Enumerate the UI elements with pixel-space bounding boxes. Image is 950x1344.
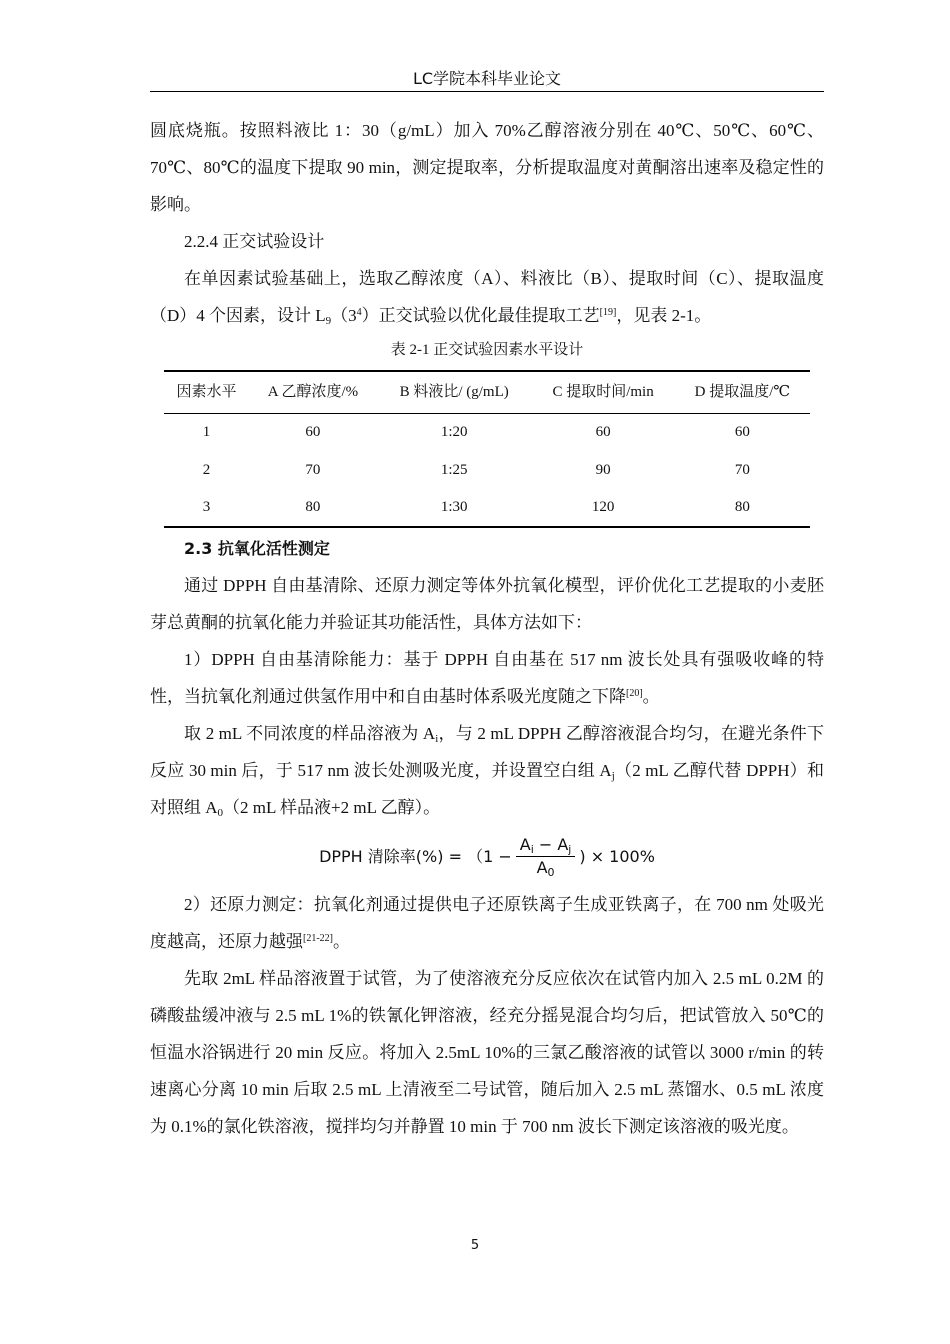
text-segment: 1）DPPH 自由基清除能力：基于 DPPH 自由基在 517 nm 波长处具有强吸收峰的特性，当抗氧化剂通过供氢作用中和自由基时体系吸光度随之下降 <box>150 650 824 706</box>
table-header-cell: D 提取温度/℃ <box>675 371 810 413</box>
text-segment: 取 2 mL 不同浓度的样品溶液为 A <box>184 724 436 743</box>
table-cell: 70 <box>305 461 321 478</box>
table-row <box>164 413 810 451</box>
citation-19: [19] <box>599 307 617 318</box>
table-cell: 1 <box>202 423 211 440</box>
subscript: i <box>435 733 439 745</box>
table-cell: 60 <box>595 423 611 440</box>
section-heading-2-3: 2.3 抗氧化活性测定 <box>184 539 330 558</box>
superscript: 4 <box>356 307 362 318</box>
table-header-cell: C 提取时间/min <box>531 371 674 413</box>
formula-rhs: ) × 100% <box>579 846 655 866</box>
subscript: j <box>611 770 615 782</box>
paragraph-antioxidant-intro: 通过 DPPH 自由基清除、还原力测定等体外抗氧化模型，评价优化工艺提取的小麦胚芽总黄酮的抗氧化能力并验证其功能活性，具体方法如下： <box>150 576 824 632</box>
paragraph-dpph-method <box>150 715 824 826</box>
subscript: j <box>568 842 572 856</box>
table-cell: 1:20 <box>440 423 468 440</box>
subscript: 0 <box>217 807 224 819</box>
table-cell: 2 <box>202 461 211 478</box>
running-header: LC学院本科毕业论文 <box>412 69 562 88</box>
paragraph-dpph-principle <box>150 641 824 715</box>
table-cell: 80 <box>249 489 377 527</box>
header-rule <box>150 91 824 92</box>
section-heading-2-2-4: 2.2.4 正交试验设计 <box>184 232 325 251</box>
text-segment: 在单因素试验基础上，选取乙醇浓度（A）、料液比（B）、提取时间（C）、提取温度（D）4 个因素，设计 L <box>150 269 824 325</box>
formula-term: A <box>519 834 531 854</box>
subscript: 9 <box>325 315 332 327</box>
table-cell: 80 <box>675 489 810 527</box>
formula-term: − A <box>533 834 569 854</box>
text-segment: 。 <box>333 932 350 951</box>
page-number: 5 <box>470 1238 480 1253</box>
formula-fraction <box>516 834 576 879</box>
citation-21-22: [21-22] <box>303 933 333 944</box>
text-segment: （2 mL 乙醇代替 DPPH）和对照组 A <box>150 761 824 817</box>
table-row <box>164 451 810 489</box>
subscript: 0 <box>547 865 555 879</box>
table-cell: 1:30 <box>377 489 532 527</box>
formula-term: A <box>536 857 548 877</box>
paragraph-reducing-power-principle <box>150 886 824 960</box>
page-body <box>150 112 824 1145</box>
table-header-cell: A 乙醇浓度/% <box>249 371 377 413</box>
paragraph-extraction-temperature: 圆底烧瓶。按照料液比 1：30（g/mL）加入 70%乙醇溶液分别在 40℃、50℃、60℃、70℃、80℃的温度下提取 90 min，测定提取率，分析提取温度对黄酮溶出速率及稳定性的影响。 <box>150 121 824 214</box>
citation-20: [20] <box>626 688 643 699</box>
orthogonal-factor-table <box>164 370 810 528</box>
formula-denominator <box>533 857 559 879</box>
table-cell: 90 <box>595 461 611 478</box>
paragraph-reducing-power-method: 先取 2mL 样品溶液置于试管，为了使溶液充分反应依次在试管内加入 2.5 mL 0.2M 的磷酸盐缓冲液与 2.5 mL 1%的铁氰化钾溶液，经充分摇晃混合均匀后，把试管放入 50℃的恒温水浴锅进行 20 min 反应。将加入 2.5mL 10%的三氯乙酸溶液的试管以 3000 r/min 的转速离心分离 10 min 后取 2.5 mL 上清液至二号试管，随后加入 2.5 mL 蒸馏水、0.5 mL 浓度为 0.1%的氯化铁溶液，搅拌均匀并静置 10 min 于 700 nm 波长下测定该溶液的吸光度。 <box>150 969 824 1136</box>
text-segment: 2）还原力测定：抗氧化剂通过提供电子还原铁离子生成亚铁离子，在 700 nm 处吸光度越高，还原力越强 <box>150 895 824 951</box>
table-header-cell: B 料液比/ (g/mL) <box>377 371 532 413</box>
subscript: i <box>530 842 534 856</box>
table-caption: 表 2-1 正交试验因素水平设计 <box>390 342 584 358</box>
table-header-cell: 因素水平 <box>164 371 249 413</box>
table-row <box>164 489 810 527</box>
dpph-formula <box>150 826 824 886</box>
table-header-row <box>164 371 810 413</box>
text-segment: （2 mL 样品液+2 mL 乙醇）。 <box>223 798 441 817</box>
table-cell: 60 <box>734 423 750 440</box>
formula-lhs: DPPH 清除率(%) = （1 − <box>319 846 512 866</box>
text-segment: ）正交试验以优化最佳提取工艺 <box>361 306 600 325</box>
table-cell: 1:25 <box>440 461 468 478</box>
text-segment: （3 <box>331 306 357 325</box>
text-segment: ，见表 2-1。 <box>616 306 712 325</box>
table-cell: 120 <box>531 489 674 527</box>
table-cell: 70 <box>734 461 750 478</box>
formula-numerator <box>516 834 576 857</box>
table-cell: 60 <box>305 423 321 440</box>
text-segment: 。 <box>642 687 660 706</box>
paragraph-orthogonal-design <box>150 260 824 334</box>
text-segment: ，与 2 mL DPPH 乙醇溶液混合均匀，在避光条件下反应 30 min 后，于 517 nm 波长处测吸光度，并设置空白组 A <box>150 724 824 780</box>
table-cell: 3 <box>164 489 249 527</box>
